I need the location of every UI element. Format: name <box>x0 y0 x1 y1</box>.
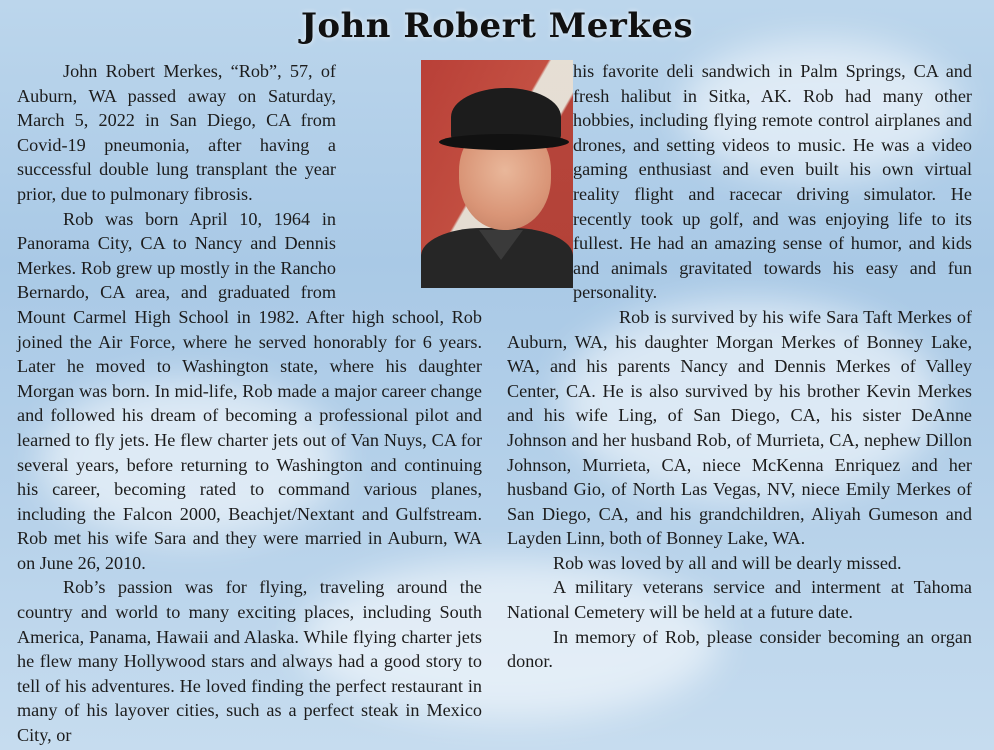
photo-spacer <box>350 59 500 291</box>
paragraph: In memory of Rob, please consider becoming an organ donor. <box>507 626 972 672</box>
paragraph: Rob was loved by all and will be dearly missed. <box>553 552 902 573</box>
text-column-left <box>17 59 482 748</box>
paragraph: Rob’s passion was for flying, traveling around the country and world to many exciting places, including South America, Panama, Hawaii and Alaska. While flying charter jets he flew many Hollywood stars and always had a good story to tell of his adventures. He loved finding the perfect restaurant in many of his layover cities, such as a perfect steak in Mexico City, or <box>17 577 482 746</box>
text-column-right <box>507 59 972 674</box>
paragraph: Rob was born April 10, 1964 in Panorama City, CA to Nancy and Dennis Merkes. Rob grew up mostly in the Rancho Bernardo, CA area, and graduated from Mount Carmel High School in 1982. After high school, Rob joined the Air Force, where he served honorably for 6 years. Later he moved to Washington state, where his daughter Morgan was born. In mid-life, Rob made a major career change and followed his dream of becoming a professional pilot and learned to fly jets. He flew charter jets out of Van Nuys, CA for several years, before returning to Washington and continuing his career, becoming rated to command various planes, including the Falcon 2000, Beachjet/Nextant and Gulfstream. Rob met his wife Sara and they were married in Auburn, WA on June 26, 2010. <box>17 208 482 573</box>
obituary-title: John Robert Merkes <box>300 6 694 46</box>
paragraph: Rob is survived by his wife Sara Taft Merkes of Auburn, WA, his daughter Morgan Merkes of Bonney Lake, WA, and his parents Nancy and Dennis Merkes of Valley Center, CA. He is also survived by his brother Kevin Merkes and his wife Ling, of San Diego, CA, his sister DeAnne Johnson and her husband Rob, of Murrieta, CA, nephew Dillon Johnson, Murrieta, CA, niece McKenna Enriquez and her husband Gio, of North Las Vegas, NV, niece Emily Merkes of San Diego, CA, and his grandchildren, Aliyah Gumeson and Layden Linn, both of Bonney Lake, WA. <box>507 306 972 549</box>
paragraph: A military veterans service and interment at Tahoma National Cemetery will be held at a future date. <box>507 577 972 623</box>
paragraph: his favorite deli sandwich in Palm Springs, CA and fresh halibut in Sitka, AK. Rob had many other hobbies, including flying remote control airplanes and drones, and setting videos to music. He was a video gaming enthusiast and even built his own virtual reality flight and racecar driving simulator. He recently took up golf, and was enjoying life to its fullest. He had an amazing sense of humor, and kids and animals gravitated towards his easy and fun personality. <box>573 61 972 303</box>
paragraph: John Robert Merkes, “Rob”, 57, of Auburn, WA passed away on Saturday, March 5, 2022 in San Diego, CA from Covid-19 pneumonia, after having a successful double lung transplant the year prior, due to pulmonary fibrosis. <box>17 61 336 204</box>
photo-spacer <box>489 59 563 311</box>
